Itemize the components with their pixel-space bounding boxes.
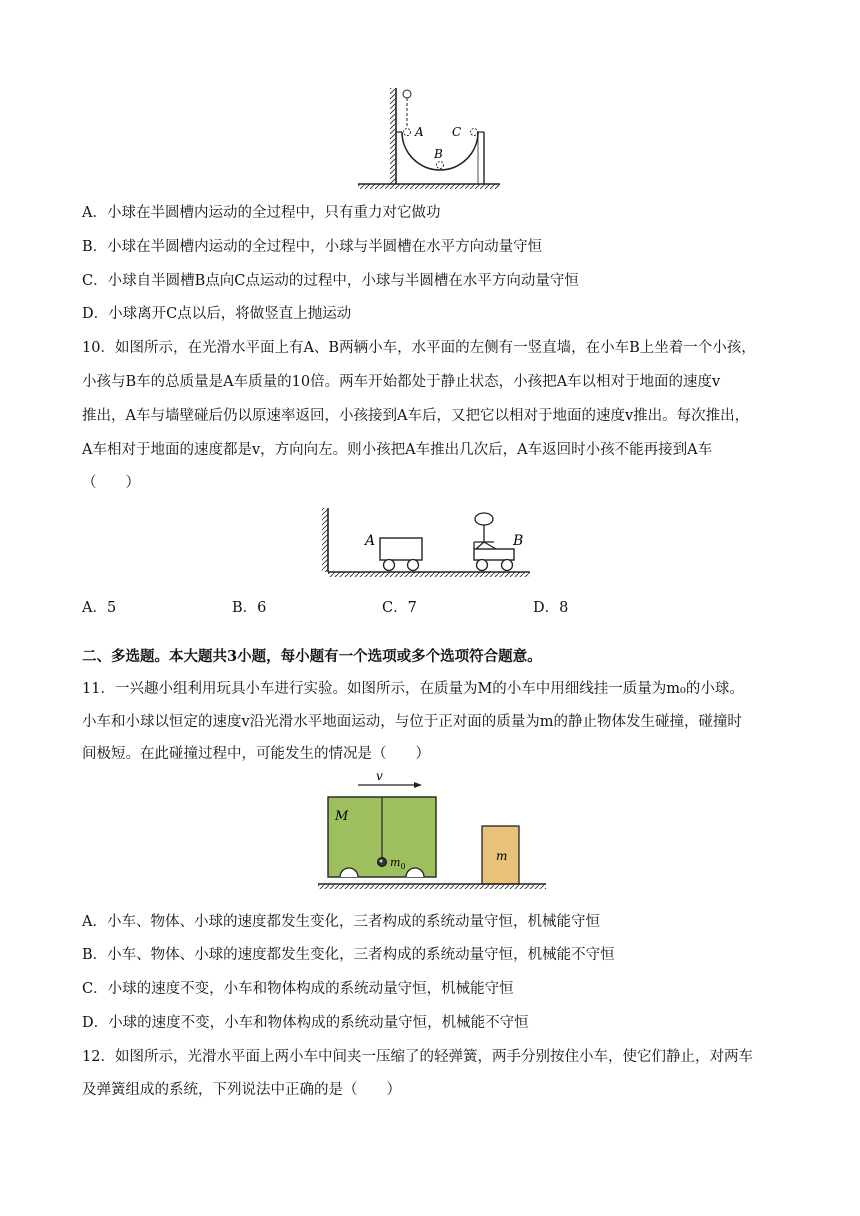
q10-option-a: A．5 [82, 600, 117, 616]
q11-stem-line: 间极短。在此碰撞过程中，可能发生的情况是（ ） [82, 746, 430, 762]
label-m: m [496, 849, 508, 863]
label-cart-a: A [365, 533, 376, 549]
q10-stem-line: 推出，A车与墙壁碰后仍以原速率返回，小孩接到A车后，又把它以相对于地面的速度v推出。每次推出， [82, 408, 750, 424]
q11-option-a: A．小车、物体、小球的速度都发生变化，三者构成的系统动量守恒，机械能守恒 [82, 914, 600, 930]
label-c: C [452, 125, 462, 139]
semicircle-trough-figure [350, 84, 510, 190]
two-carts-figure [318, 504, 538, 582]
q9-option-c: C．小球自半圆槽B点向C点运动的过程中，小球与半圆槽在水平方向动量守恒 [82, 273, 579, 289]
label-b: B [434, 147, 443, 161]
label-v: v [376, 770, 383, 783]
q10-stem-line: 小孩与B车的总质量是A车质量的10倍。两车开始都处于静止状态，小孩把A车以相对于地面的速度v [82, 374, 721, 390]
section-heading: 二、多选题。本大题共3小题，每小题有一个选项或多个选项符合题意。 [82, 648, 542, 665]
q11-stem-line: 小车和小球以恒定的速度v沿光滑水平地面运动，与位于正对面的质量为m的静止物体发生碰撞，碰撞时 [82, 714, 742, 730]
q10-stem-line: 10．如图所示，在光滑水平面上有A、B两辆小车，水平面的左侧有一竖直墙，在小车B上坐着一个小孩， [82, 340, 756, 356]
q11-option-c: C．小球的速度不变，小车和物体构成的系统动量守恒，机械能守恒 [82, 981, 514, 997]
q12-stem-line: 及弹簧组成的系统，下列说法中正确的是（ ） [82, 1082, 401, 1098]
q10-option-b: B．6 [232, 600, 267, 616]
q10-option-c: C．7 [382, 600, 417, 616]
label-m0: m [390, 856, 401, 869]
label-M: M [335, 809, 349, 824]
label-m0-subscript: 0 [400, 862, 406, 871]
q11-option-b: B．小车、物体、小球的速度都发生变化，三者构成的系统动量守恒，机械能不守恒 [82, 947, 615, 963]
q10-answer-blank: （ ） [82, 475, 140, 491]
q9-option-a: A．小球在半圆槽内运动的全过程中，只有重力对它做功 [82, 205, 441, 221]
q9-option-b: B．小球在半圆槽内运动的全过程中，小球与半圆槽在水平方向动量守恒 [82, 239, 543, 255]
q12-stem-line: 12．如图所示，光滑水平面上两小车中间夹一压缩了的轻弹簧，两手分别按住小车，使它们静止，对两车 [82, 1049, 753, 1065]
cart-pendulum-figure [314, 770, 550, 892]
q10-option-d: D．8 [533, 600, 569, 616]
q11-option-d: D．小球的速度不变，小车和物体构成的系统动量守恒，机械能不守恒 [82, 1015, 529, 1031]
label-a: A [415, 125, 424, 139]
label-cart-b: B [513, 533, 524, 549]
q10-options [82, 596, 782, 616]
q9-option-d: D．小球离开C点以后，将做竖直上抛运动 [82, 306, 352, 322]
q10-stem-line: A车相对于地面的速度都是v，方向向左。则小孩把A车推出几次后，A车返回时小孩不能再接到A车 [82, 442, 713, 458]
q11-stem-line: 11．一兴趣小组利用玩具小车进行实验。如图所示，在质量为M的小车中用细线挂一质量为m₀的小球。 [82, 681, 744, 697]
